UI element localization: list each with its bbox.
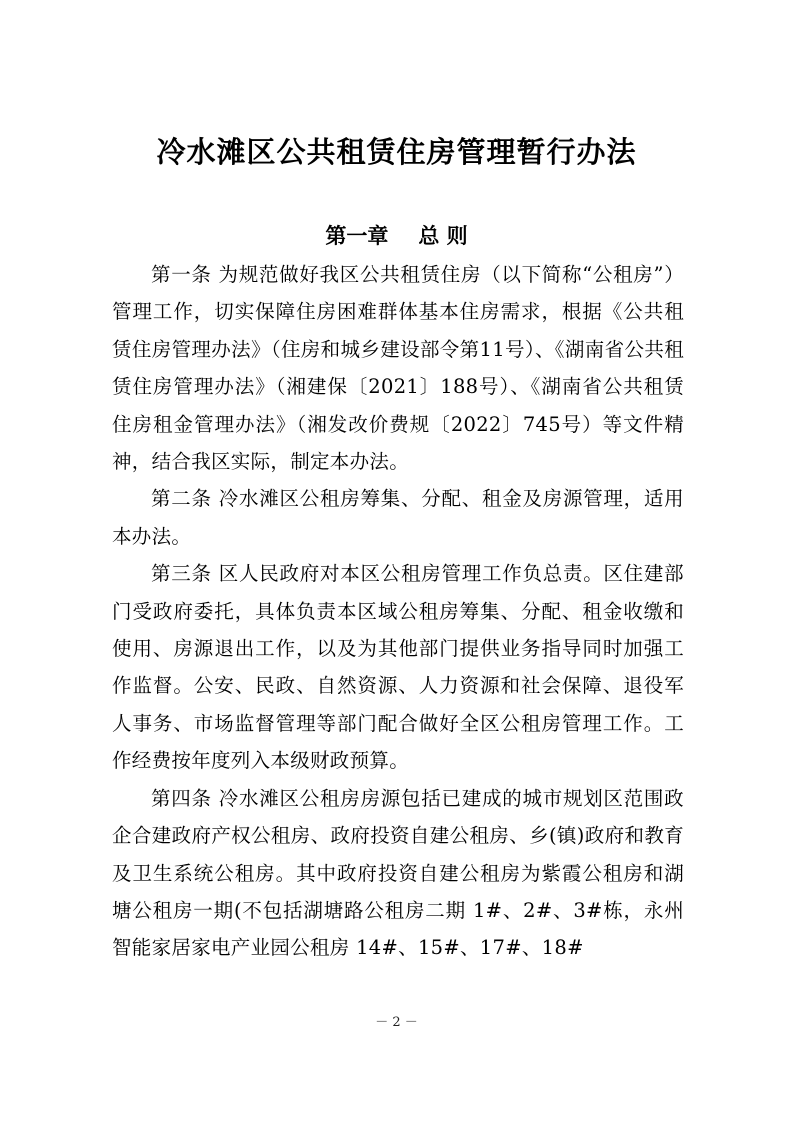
article-4: 第四条 冷水滩区公租房房源包括已建成的城市规划区范围政企合建政府产权公租房、政府投资自建公租房、乡(镇)政府和教育及卫生系统公租房。其中政府投资自建公租房为紫霞公租房和湖塘公租房一期(不包括湖塘路公租房二期 1#、2#、3#栋，永州智能家居家电产业园公租房 14#、15#、17#、18# xyxy=(112,786,684,960)
article-3: 第三条 区人民政府对本区公租房管理工作负总责。区住建部门受政府委托，具体负责本区域公租房筹集、分配、租金收缴和使用、房源退出工作，以及为其他部门提供业务指导同时加强工作监督。公安、民政、自然资源、人力资源和社会保障、退役军人事务、市场监督管理等部门配合做好全区公租房管理工作。工作经费按年度列入本级财政预算。 xyxy=(112,562,684,773)
document-body xyxy=(112,256,684,967)
chapter-name: 总 则 xyxy=(418,223,468,248)
article-1: 第一条 为规范做好我区公共租赁住房（以下简称“公租房”）管理工作，切实保障住房困难群体基本住房需求，根据《公共租赁住房管理办法》（住房和城乡建设部令第11号）、《湖南省公共租赁住房管理办法》（湘建保〔2021〕188号）、《湖南省公共租赁住房租金管理办法》（湘发改价费规〔2022〕745号）等文件精神，结合我区实际，制定本办法。 xyxy=(112,263,684,474)
chapter-label: 第一章 xyxy=(325,223,389,248)
article-2: 第二条 冷水滩区公租房筹集、分配、租金及房源管理，适用本办法。 xyxy=(112,487,684,548)
chapter-heading xyxy=(0,220,793,252)
page-number: － 2 － xyxy=(375,1015,418,1030)
document-title: 冷水滩区公共租赁住房管理暂行办法 xyxy=(156,135,637,169)
